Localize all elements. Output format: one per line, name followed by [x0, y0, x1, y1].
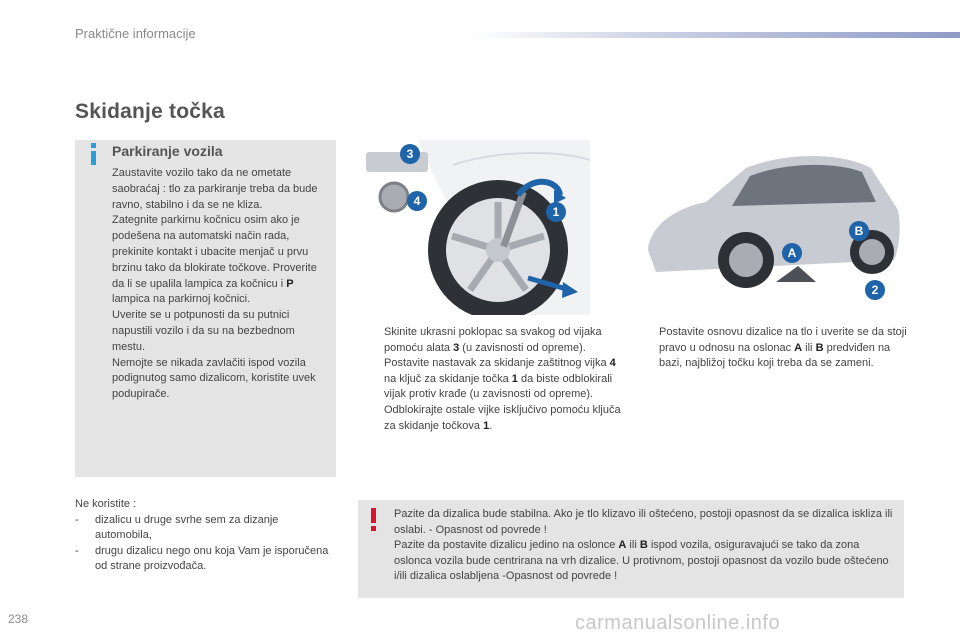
warning-icon	[370, 508, 378, 530]
warning-text	[394, 507, 894, 585]
list-item: - dizalicu u druge svrhe sem za dizanje automobila,	[75, 513, 279, 542]
callout-3-label: 3	[406, 147, 414, 161]
anti-theft-adapter-shape	[380, 183, 408, 211]
info-paragraph: Nemojte se nikada zavlačiti ispod vozila podignutog samo dizalicom, koristite uvek podupirače.	[112, 356, 316, 401]
page-number: 238	[8, 612, 29, 626]
header-decor-bar	[470, 32, 960, 38]
step-item: Postavite osnovu dizalice na tlo i uverite se da stoji pravo u odnosu na oslonac A ili B predviđen na bazi, najbližoj točku koji treba da se zameni.	[659, 326, 907, 370]
step-item: Postavite nastavak za skidanje zaštitnog vijka 4 na ključ za skidanje točka 1 da biste odblokirali vijak protiv krađe (u zavisnosti od opreme).	[384, 357, 616, 401]
list-item: - drugu dizalicu nego onu koja Vam je isporučena od strane proizvođača.	[75, 544, 329, 573]
callout-b-label: B	[854, 224, 864, 238]
callout-4-label: 4	[413, 194, 421, 208]
callout-a-label: A	[787, 246, 797, 260]
steps-left	[365, 325, 625, 434]
car-jack-illustration	[636, 140, 906, 315]
page-title: Skidanje točka	[75, 100, 225, 123]
info-icon	[88, 143, 100, 165]
step-item: Skinite ukrasni poklopac sa svakog od vijaka pomoću alata 3 (u zavisnosti od opreme).	[384, 326, 602, 354]
step-item: Odblokirajte ostale vijke isključivo pomoću ključa za skidanje točkova 1.	[384, 403, 621, 432]
warning-paragraph: Pazite da dizalica bude stabilna. Ako je tlo klizavo ili oštećeno, postoji opasnost da se dizalica iskliza ili oslabi. - Opasnost od povrede !	[394, 508, 893, 536]
wheel-removal-illustration	[358, 140, 590, 315]
callout-2-label: 2	[871, 283, 879, 297]
info-paragraph: Zategnite parkirnu kočnicu osim ako je podešena na automatski način rada, prekinite kontakt i ubacite menjač u prvu brzinu tako da blokirate točkove. Proverite da li se upalila lampica za kočnicu i P lampica na parkirnoj kočnici.	[112, 214, 317, 306]
info-paragraph: Uverite se u potpunosti da su putnici napustili vozilo i da su na bezbednom mestu.	[112, 309, 295, 353]
do-not-use-list	[75, 497, 337, 575]
watermark: carmanualsonline.info	[575, 612, 781, 634]
info-box-text	[112, 166, 328, 403]
do-not-use-heading: Ne koristite :	[75, 498, 137, 510]
steps-right	[640, 325, 908, 372]
info-box-heading: Parkiranje vozila	[112, 143, 223, 159]
callout-1-label: 1	[552, 205, 560, 219]
info-paragraph: Zaustavite vozilo tako da ne ometate saobraćaj : tlo za parkiranje treba da bude ravno, stabilno i da se ne kliza.	[112, 167, 318, 211]
section-header: Praktične informacije	[75, 26, 196, 41]
warning-paragraph: Pazite da postavite dizalicu jedino na oslonce A ili B ispod vozila, osiguravajući se tako da zona oslonca vozila bude centrirana na vrh dizalice. U protivnom, postoji opasnost da vozilo bude oštećeno i/ili dizalica oslabljena -Opasnost od povrede !	[394, 539, 889, 583]
